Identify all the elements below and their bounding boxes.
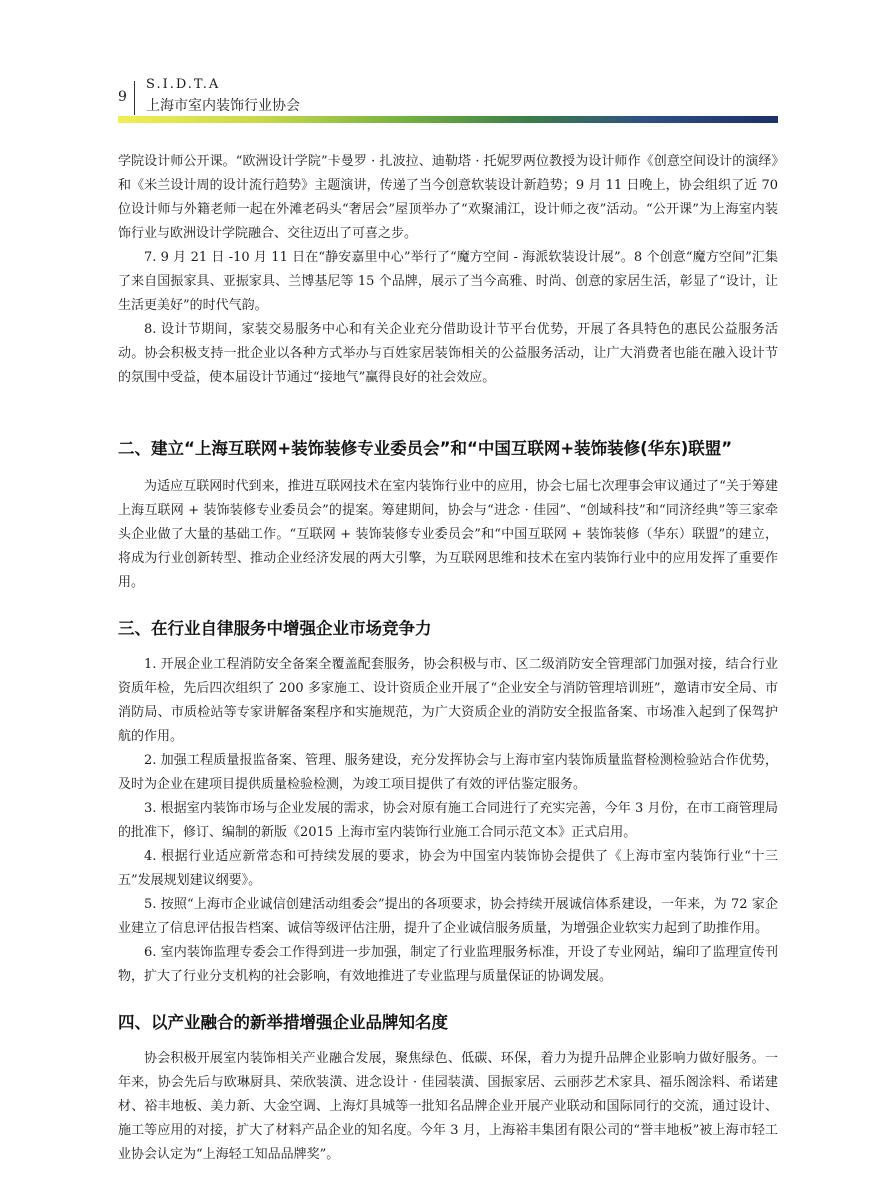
paragraph: 协会积极开展室内装饰相关产业融合发展，聚焦绿色、低碳、环保，着力为提升品牌企业影响力做好服务。一年来，协会先后与欧琳厨具、荣欣装潢、进念设计 · 佳园装潢、国振家居、云丽莎艺术家具、福乐阁涂料、希诺建材、裕丰地板、美力新、大金空调、上海灯具城等一批知名品牌企业开展产业联动和国际同行的交流，通过设计、施工等应用的对接，扩大了材料产品企业的知名度。今年 3 月，上海裕丰集团有限公司的“誉丰地板”被上海市轻工业协会认定为“上海轻工知品品牌奖”。: [118, 1051, 778, 1162]
paragraph: 2. 加强工程质量报监备案、管理、服务建设，充分发挥协会与上海市室内装饰质量监督检测检验站合作优势，及时为企业在建项目提供质量检验检测，为竣工项目提供了有效的评估鉴定服务。: [118, 753, 778, 792]
header-gradient-bar: [118, 116, 778, 123]
paragraph: 为适应互联网时代到来，推进互联网技术在室内装饰行业中的应用，协会七届七次理事会审议通过了“关于筹建上海互联网 + 装饰装修专业委员会”的提案。筹建期间，协会与“进念 · 佳园”、“创域科技”和“同济经典”等三家牵头企业做了大量的基础工作。“互联网 + 装饰装修专业委员会”和“中国互联网 + 装饰装修（华东）联盟”的建立，将成为行业创新转型、推动企业经济发展的两大引擎，为互联网思维和技术在室内装饰行业中的应用发挥了重要作用。: [118, 479, 778, 590]
brand-chinese-name: 上海市室内装饰行业协会: [146, 98, 300, 114]
paragraph: 3. 根据室内装饰市场与企业发展的需求，协会对原有施工合同进行了充实完善，今年 3 月份，在市工商管理局的批准下，修订、编制的新版《2015 上海市室内装饰行业施工合同示范文本》正式启用。: [118, 801, 778, 840]
paragraph: 8. 设计节期间，家装交易服务中心和有关企业充分借助设计节平台优势，开展了各具特色的惠民公益服务活动。协会积极支持一批企业以各种方式举办与百姓家居装饰相关的公益服务活动，让广大消费者也能在融入设计节的氛围中受益，使本届设计节通过“接地气”赢得良好的社会效应。: [118, 322, 778, 385]
section-design-festival: [118, 150, 778, 390]
section-heading-internet: 二、建立“上海互联网+装饰装修专业委员会”和“中国互联网+装饰装修(华东)联盟”: [118, 439, 733, 458]
header-divider: [134, 81, 135, 115]
brand-english-name: S.I.D.T.A: [146, 77, 221, 92]
section-industry-integration: [118, 1047, 778, 1167]
paragraph: 4. 根据行业适应新常态和可持续发展的要求，协会为中国室内装饰协会提供了《上海市室内装饰行业“十三五”发展规划建议纲要》。: [118, 849, 778, 888]
paragraph: 7. 9 月 21 日 -10 月 11 日在“静安嘉里中心”举行了“魔方空间 - 海派软装设计展”。8 个创意“魔方空间”汇集了来自国振家具、亚振家具、兰博基尼等 15 个品牌，展示了当今高雅、时尚、创意的家居生活，彰显了“设计，让生活更美好”的时代气韵。: [118, 250, 778, 313]
section-heading-self-regulation: 三、在行业自律服务中增强企业市场竞争力: [118, 619, 432, 638]
paragraph: 1. 开展企业工程消防安全备案全覆盖配套服务，协会积极与市、区二级消防安全管理部门加强对接，结合行业资质年检，先后四次组织了 200 多家施工、设计资质企业开展了“企业安全与消防管理培训班”，邀请市安全局、市消防局、市质检站等专家讲解备案程序和实施规范，为广大资质企业的消防安全报监备案、市场准入起到了保驾护航的作用。: [118, 657, 778, 744]
section-self-regulation: [118, 653, 778, 989]
paragraph: 6. 室内装饰监理专委会工作得到进一步加强，制定了行业监理服务标准，开设了专业网站，编印了监理宣传刊物，扩大了行业分支机构的社会影响，有效地推进了专业监理与质量保证的协调发展。: [118, 945, 778, 984]
page-number: 9: [118, 89, 127, 105]
paragraph: 学院设计师公开课。“欧洲设计学院”卡曼罗 · 扎波拉、迪勒塔 · 托妮罗两位教授为设计师作《创意空间设计的演绎》和《米兰设计周的设计流行趋势》主题演讲，传递了当今创意软装设计新趋势；9 月 11 日晚上，协会组织了近 70 位设计师与外籍老师一起在外滩老码头“奢居会”屋顶举办了“欢聚浦江，设计师之夜”活动。“公开课”为上海室内装饰行业与欧洲设计学院融合、交往迈出了可喜之步。: [118, 154, 778, 241]
section-heading-industry-integration: 四、以产业融合的新举措增强企业品牌知名度: [118, 1013, 448, 1032]
paragraph: 5. 按照“上海市企业诚信创建活动组委会”提出的各项要求，协会持续开展诚信体系建设，一年来，为 72 家企业建立了信息评估报告档案、诚信等级评估注册，提升了企业诚信服务质量，为增强企业软实力起到了助推作用。: [118, 897, 778, 936]
article-body: [118, 150, 778, 1167]
section-internet: [118, 475, 778, 595]
